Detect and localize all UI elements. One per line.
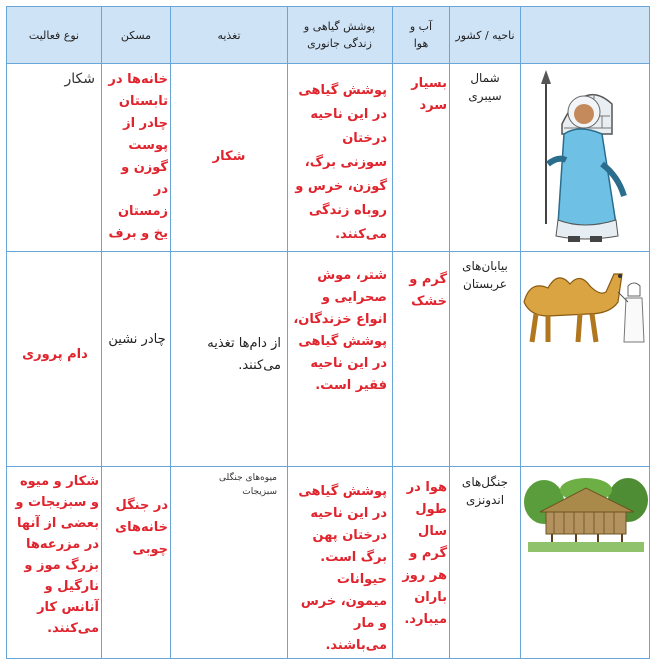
row2-activity: دام پروری [22,347,88,362]
row2-food: از دام‌ها تغذیه می‌کنند. [207,336,281,373]
row2-shelter: چادر نشین [108,332,166,347]
row2-vegetation: شتر، موش صحرایی و انواع خزندگان، پوشش گیاهی در این ناحیه فقیر است. [293,268,387,393]
row1-activity: شکار [64,71,95,87]
row3-region: جنگل‌های اندونزی [461,475,509,507]
row1-food: شکار [212,149,246,164]
header-food: تغذیه [217,28,241,42]
row3-shelter: در جنگل خانه‌های چوبی [115,498,168,557]
header-activity: نوع فعالیت [28,28,80,42]
row2-region: بیابان‌های عربستان [462,259,508,291]
header-vegetation: پوشش گیاهی و زندگی جانوری [303,20,376,50]
row1-shelter: خانه‌ها در تابستان چادر از پوست گوزن و در زمستان یخ و برف [108,72,168,241]
eskimo-igloo-illustration [524,64,648,244]
row3-activity: شکار و میوه و سبزیجات و بعضی از آنها در مزرعه‌ها بزرگ موز و نارگیل و آنانس کار می‌کنند. [15,474,99,636]
header-region: ناحیه / کشور [455,28,515,42]
header-climate: آب و هوا [409,20,433,50]
row1-vegetation: پوشش گیاهی در این ناحیه درختان سوزنی برگ، گوزن، خرس و روباه زندگی می‌کنند. [295,83,387,242]
row3-food: میوه‌های جنگلی سبزیجات [218,473,277,497]
camel-arab-illustration [518,262,648,348]
row1-region: شمال سیبری [468,71,502,103]
jungle-hut-illustration [524,478,648,554]
row3-climate: هوا در طول سال گرم و هر روز باران میبارد. [402,480,447,627]
row2-climate: گرم و خشک [409,272,447,309]
row1-climate: بسیار سرد [411,76,447,113]
header-shelter: مسکن [120,28,152,42]
row3-vegetation: پوشش گیاهی در این ناحیه درختان پهن برگ است. حیوانات میمون، خرس و مار می‌باشند. [298,484,387,653]
